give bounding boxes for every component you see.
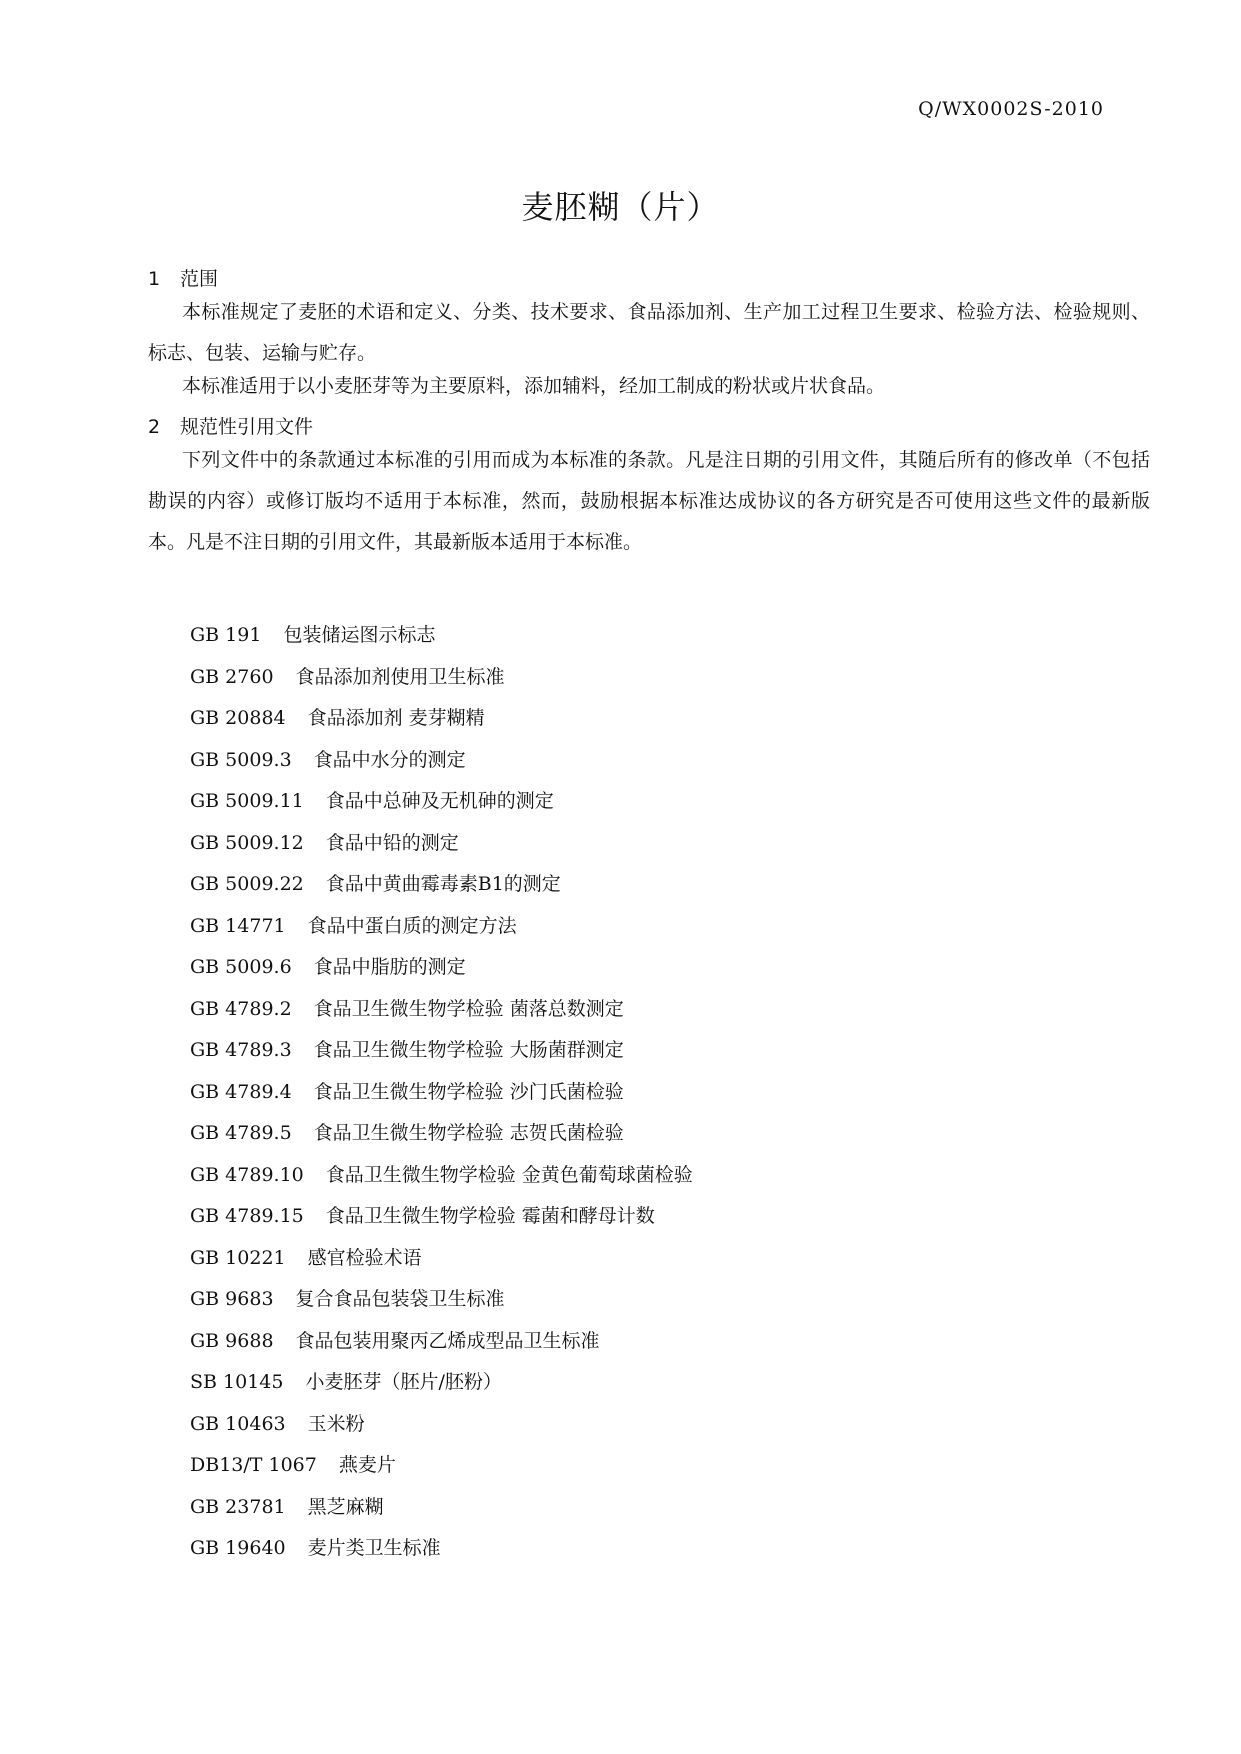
reference-title: 食品卫生微生物学检验 霉菌和酵母计数	[325, 1205, 655, 1227]
reference-item	[190, 703, 693, 745]
reference-title: 麦片类卫生标准	[307, 1537, 441, 1559]
reference-title: 食品中总砷及无机砷的测定	[325, 790, 554, 812]
reference-title: 食品包装用聚丙乙烯成型品卫生标准	[295, 1329, 600, 1352]
reference-title: 食品添加剂 麦芽糊精	[307, 707, 485, 729]
reference-item	[190, 952, 693, 994]
references-intro-paragraph: 下列文件中的条款通过本标准的引用而成为本标准的条款。凡是注日期的引用文件，其随后所有的修改单（不包括勘误的内容）或修订版均不适用于本标准，然而，鼓励根据本标准达成协议的各方研究是否可使用这些文件的最新版本。凡是不注日期的引用文件，其最新版本适用于本标准。	[148, 449, 1150, 553]
reference-item	[190, 869, 693, 911]
section-heading-normative-references	[148, 412, 313, 439]
reference-item	[190, 1160, 693, 1202]
reference-item	[190, 1077, 693, 1119]
reference-item	[190, 1326, 693, 1368]
reference-title: 食品中水分的测定	[313, 748, 466, 771]
reference-item	[190, 1243, 693, 1285]
reference-item	[190, 1118, 693, 1160]
reference-title: 包装储运图示标志	[283, 624, 436, 646]
document-title: 麦胚糊（片）	[521, 188, 720, 226]
reference-code: GB 5009.3	[190, 748, 292, 771]
reference-title: 小麦胚芽（胚片/胚粉）	[305, 1371, 502, 1393]
reference-title: 燕麦片	[338, 1454, 396, 1476]
reference-code: GB 5009.6	[190, 956, 292, 978]
reference-title: 玉米粉	[307, 1412, 365, 1435]
reference-item	[190, 620, 693, 662]
reference-title: 复合食品包装袋卫生标准	[295, 1288, 505, 1310]
reference-code: GB 4789.5	[190, 1122, 292, 1144]
reference-item	[190, 828, 693, 870]
reference-code: GB 5009.12	[190, 831, 304, 854]
reference-code: GB 14771	[190, 914, 286, 937]
reference-item	[190, 911, 693, 953]
reference-code: GB 5009.22	[190, 873, 304, 895]
reference-item	[190, 1409, 693, 1451]
reference-code: GB 4789.4	[190, 1080, 292, 1103]
reference-title: 食品卫生微生物学检验 大肠菌群测定	[313, 1039, 624, 1061]
reference-code: GB 9688	[190, 1329, 274, 1352]
reference-code: GB 19640	[190, 1537, 286, 1559]
reference-title: 食品中脂肪的测定	[313, 956, 466, 978]
reference-title: 食品卫生微生物学检验 菌落总数测定	[313, 997, 624, 1020]
reference-code: GB 4789.3	[190, 1039, 292, 1061]
scope-paragraph-1: 本标准规定了麦胚的术语和定义、分类、技术要求、食品添加剂、生产加工过程卫生要求、检验方法、检验规则、标志、包装、运输与贮存。	[148, 301, 1150, 364]
reference-title: 食品卫生微生物学检验 志贺氏菌检验	[313, 1122, 624, 1144]
reference-code: GB 10463	[190, 1412, 286, 1435]
reference-item	[190, 745, 693, 787]
reference-code: GB 4789.10	[190, 1163, 304, 1186]
reference-code: GB 23781	[190, 1495, 286, 1518]
reference-item	[190, 786, 693, 828]
reference-code: GB 20884	[190, 707, 286, 729]
reference-list	[190, 620, 693, 1575]
scope-paragraph-2: 本标准适用于以小麦胚芽等为主要原料，添加辅料，经加工制成的粉状或片状食品。	[182, 375, 886, 397]
reference-code: GB 5009.11	[190, 790, 304, 812]
reference-title: 食品中黄曲霉毒素B1的测定	[325, 873, 561, 895]
reference-item	[190, 1450, 693, 1492]
reference-title: 食品中蛋白质的测定方法	[307, 914, 517, 937]
reference-item	[190, 994, 693, 1036]
reference-title: 食品添加剂使用卫生标准	[295, 665, 505, 688]
reference-item	[190, 662, 693, 704]
reference-code: DB13/T 1067	[190, 1454, 317, 1476]
section-heading-scope	[148, 264, 218, 291]
reference-item	[190, 1284, 693, 1326]
reference-title: 黑芝麻糊	[307, 1495, 384, 1518]
reference-title: 食品中铅的测定	[325, 831, 459, 854]
reference-code: GB 4789.15	[190, 1205, 304, 1227]
section-number: 2	[148, 416, 161, 438]
reference-code: GB 191	[190, 624, 262, 646]
reference-code: GB 10221	[190, 1246, 286, 1269]
reference-item	[190, 1201, 693, 1243]
section-heading-text: 范围	[180, 268, 219, 290]
reference-item	[190, 1367, 693, 1409]
reference-item	[190, 1492, 693, 1534]
reference-title: 感官检验术语	[307, 1246, 422, 1269]
section-heading-text: 规范性引用文件	[180, 416, 314, 438]
reference-code: GB 9683	[190, 1288, 274, 1310]
section-number: 1	[148, 268, 161, 290]
reference-title: 食品卫生微生物学检验 金黄色葡萄球菌检验	[325, 1163, 693, 1186]
reference-code: GB 4789.2	[190, 997, 292, 1020]
reference-title: 食品卫生微生物学检验 沙门氏菌检验	[313, 1080, 624, 1103]
reference-item	[190, 1035, 693, 1077]
reference-item	[190, 1533, 693, 1575]
document-code: Q/WX0002S-2010	[918, 98, 1104, 120]
reference-code: GB 2760	[190, 665, 274, 688]
reference-code: SB 10145	[190, 1371, 284, 1393]
